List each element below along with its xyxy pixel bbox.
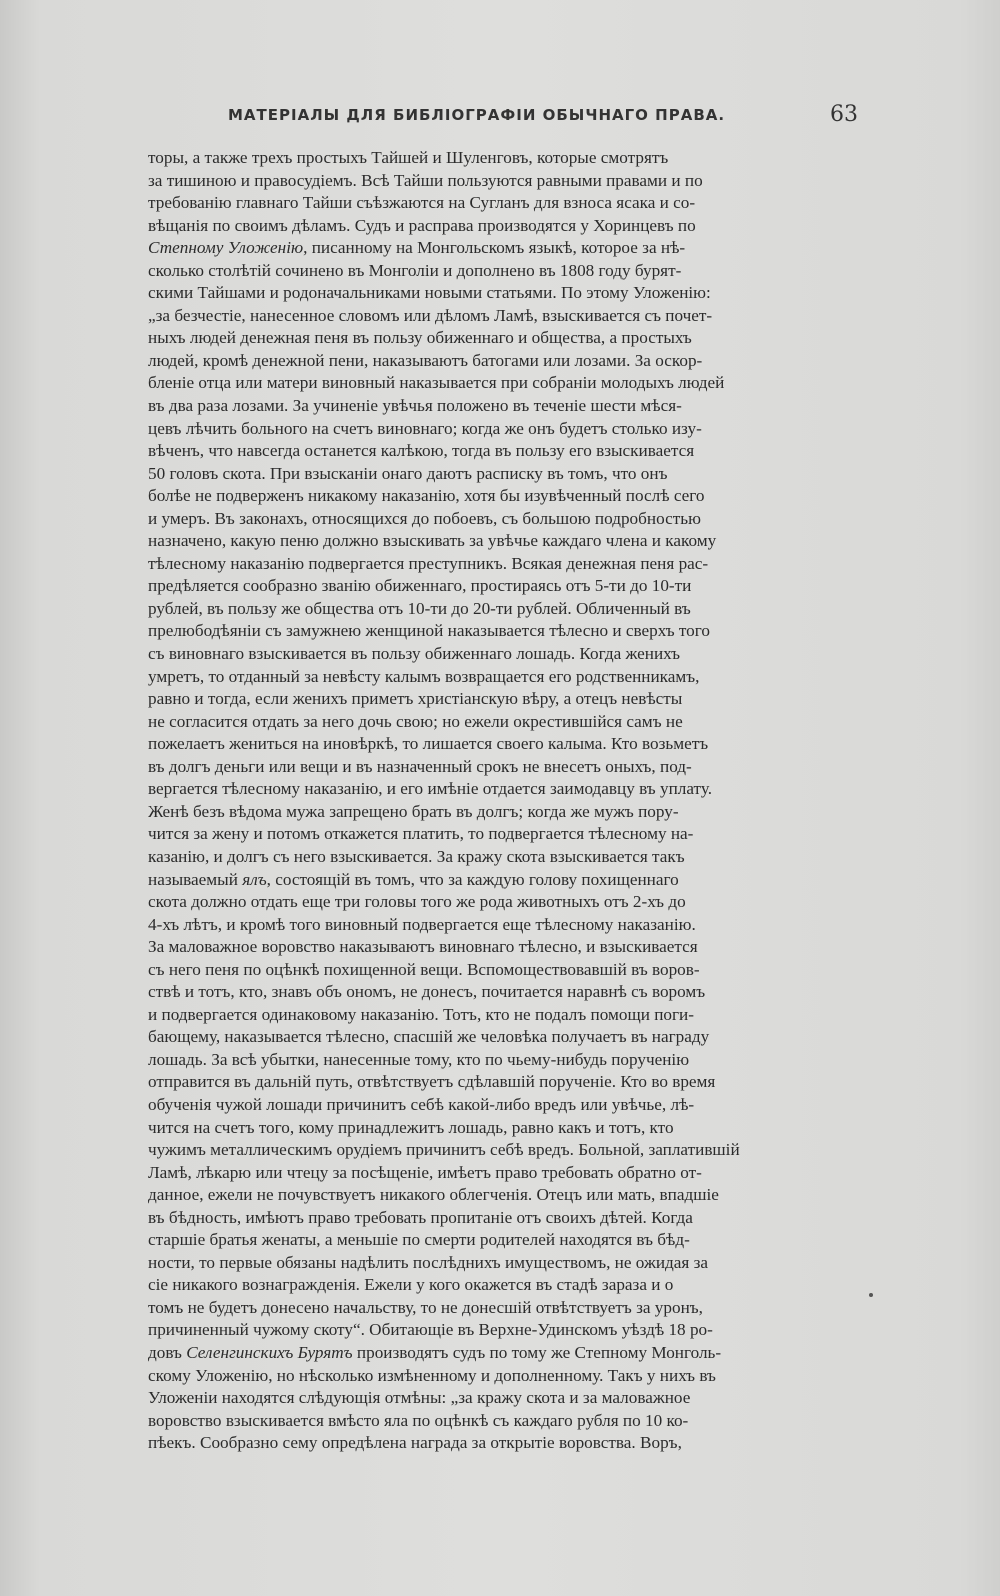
- text-run: и умеръ. Въ законахъ, относящихся до побоевъ, съ большою подробностью: [148, 508, 701, 528]
- text-run: пѣекъ. Сообразно сему опредѣлена награда за открытіе воровства. Воръ,: [148, 1433, 682, 1453]
- text-run: умретъ, то отданный за невѣсту калымъ возвращается его родственникамъ,: [148, 666, 700, 686]
- text-line: [148, 418, 850, 441]
- text-run: вѣщанія по своимъ дѣламъ. Судъ и расправа производятся у Хоринцевъ по: [148, 215, 696, 235]
- text-line: [148, 1387, 850, 1410]
- text-run: воровство взыскивается вмѣсто яла по оцѣнкѣ съ каждаго рубля по 10 ко-: [148, 1410, 689, 1430]
- text-run: въ долгъ деньги или вещи и въ назначенный срокъ не внесетъ оныхъ, под-: [148, 756, 692, 776]
- text-run: бающему, наказывается тѣлесно, спасшій же человѣка получаетъ въ награду: [148, 1027, 710, 1047]
- text-run: сіе никакого вознагражденія. Ежели у кого окажется въ стадѣ зараза и о: [148, 1275, 674, 1295]
- text-line: [148, 688, 850, 711]
- text-line: [148, 1319, 850, 1342]
- text-run: обученія чужой лошади причинитъ себѣ какой-либо вредъ или увѣчье, лѣ-: [148, 1094, 695, 1114]
- text-line: [148, 553, 850, 576]
- text-run: въ бѣдность, имѣютъ право требовать пропитаніе отъ своихъ дѣтей. Когда: [148, 1207, 693, 1227]
- text-line: [148, 959, 850, 982]
- text-line: [148, 1117, 850, 1140]
- text-run: данное, ежели не почувствуетъ никакого облегченія. Отецъ или мать, впадшіе: [148, 1185, 719, 1205]
- text-run: 4-хъ лѣтъ, и кромѣ того виновный подвергается еще тѣлесному наказанію.: [148, 914, 696, 934]
- text-line: [148, 1207, 850, 1230]
- text-run: съ виновнаго взыскивается въ пользу обиженнаго лошадь. Когда женихъ: [148, 644, 680, 664]
- text-run: чится на счетъ того, кому принадлежитъ лошадь, равно какъ и тотъ, кто: [148, 1117, 674, 1137]
- text-line: [148, 1139, 850, 1162]
- text-run: ности, то первые обязаны надѣлить послѣднихъ имуществомъ, не ожидая за: [148, 1252, 709, 1272]
- text-line: [148, 305, 850, 328]
- text-run: Женѣ безъ вѣдома мужа запрещено брать въ долгъ; когда же мужъ пору-: [148, 801, 679, 821]
- text-run: пожелаетъ жениться на иновѣркѣ, то лишается своего калыма. Кто возьметъ: [148, 734, 709, 754]
- text-run: равно и тогда, если женихъ приметъ христіанскую вѣру, а отецъ невѣсты: [148, 689, 683, 709]
- text-line: [148, 395, 850, 418]
- text-line: [148, 1162, 850, 1185]
- facing-page-bleed: [976, 150, 1000, 1350]
- text-run: болѣе не подверженъ никакому наказанію, хотя бы изувѣченный послѣ сего: [148, 486, 705, 506]
- body-text: [148, 147, 850, 1455]
- text-run: не согласится отдать за него дочь свою; но ежели окрестившійся самъ не: [148, 711, 683, 731]
- text-line: [148, 620, 850, 643]
- text-run: цевъ лѣчить больного на счетъ виновнаго; когда же онъ будетъ столько изу-: [148, 418, 702, 438]
- text-line: [148, 711, 850, 734]
- text-run: производятъ судъ по тому же Степному Монголь-: [352, 1342, 722, 1362]
- text-run: назначено, какую пеню должно взыскивать за увѣчье каждаго члена и какому: [148, 531, 717, 551]
- text-line: [148, 823, 850, 846]
- text-run: сколько столѣтій сочинено въ Монголіи и дополнено въ 1808 году бурят-: [148, 260, 682, 280]
- italic-phrase: Селенгинскихъ Бурятъ: [186, 1342, 353, 1362]
- text-line: [148, 733, 850, 756]
- text-line: [148, 1297, 850, 1320]
- text-line: [148, 1026, 850, 1049]
- text-line: [148, 237, 850, 260]
- text-line: [148, 327, 850, 350]
- text-line: [148, 575, 850, 598]
- text-line: [148, 508, 850, 531]
- text-line: [148, 1049, 850, 1072]
- text-run: скому Уложенію, но нѣсколько измѣненному и дополненному. Такъ у нихъ въ: [148, 1365, 716, 1385]
- text-line: [148, 463, 850, 486]
- text-line: [148, 1252, 850, 1275]
- text-run: рублей, въ пользу же общества отъ 10-ти до 20-ти рублей. Обличенный въ: [148, 598, 691, 618]
- text-run: томъ не будетъ донесено начальству, то не донесшій отвѣтствуетъ за уронъ,: [148, 1297, 703, 1317]
- text-line: [148, 282, 850, 305]
- text-run: вергается тѣлесному наказанію, и его имѣніе отдается заимодавцу въ уплату.: [148, 779, 712, 799]
- text-line: [148, 485, 850, 508]
- text-run: людей, кромѣ денежной пени, наказываютъ батогами или лозами. За оскор-: [148, 350, 703, 370]
- text-line: [148, 1071, 850, 1094]
- text-run: вѣченъ, что навсегда останется калѣкою, тогда въ пользу его взыскивается: [148, 441, 695, 461]
- text-run: въ два раза лозами. За учиненіе увѣчья положено въ теченіе шести мѣся-: [148, 396, 682, 416]
- text-run: за тишиною и правосудіемъ. Всѣ Тайши пользуются равными правами и по: [148, 170, 703, 190]
- text-run: предѣляется сообразно званію обиженнаго, простираясь отъ 5-ти до 10-ти: [148, 576, 692, 596]
- text-line: [148, 1004, 850, 1027]
- text-line: [148, 215, 850, 238]
- text-line: [148, 1365, 850, 1388]
- text-run: тѣлесному наказанію подвергается преступникъ. Всякая денежная пеня рас-: [148, 553, 709, 573]
- text-run: чится за жену и потомъ откажется платить, то подвергается тѣлесному на-: [148, 824, 694, 844]
- text-run: старшіе братья женаты, а меньшіе по смерти родителей находятся въ бѣд-: [148, 1230, 690, 1250]
- text-line: [148, 260, 850, 283]
- text-line: [148, 350, 850, 373]
- text-run: За маловажное воровство наказываютъ виновнаго тѣлесно, и взыскивается: [148, 937, 698, 957]
- running-title: МАТЕРІАЛЫ ДЛЯ БИБЛІОГРАФІИ ОБЫЧНАГО ПРАВА.: [228, 106, 726, 124]
- text-line: [148, 643, 850, 666]
- text-line: [148, 192, 850, 215]
- text-run: ствѣ и тотъ, кто, знавъ объ ономъ, не донесъ, почитается наравнѣ съ воромъ: [148, 982, 706, 1002]
- text-run: Уложеніи находятся слѣдующія отмѣны: „за кражу скота и за маловажное: [148, 1388, 691, 1408]
- text-line: [148, 756, 850, 779]
- text-line: [148, 846, 850, 869]
- text-line: [148, 1229, 850, 1252]
- page-header: [228, 102, 858, 132]
- text-run: лошадь. За всѣ убытки, нанесенные тому, кто по чьему-нибудь порученію: [148, 1049, 690, 1069]
- text-line: [148, 778, 850, 801]
- text-run: ныхъ людей денежная пеня въ пользу обиженнаго и общества, а простыхъ: [148, 328, 692, 348]
- text-run: казанію, и долгъ съ него взыскивается. За кражу скота взыскивается такъ: [148, 846, 685, 866]
- text-line: [148, 530, 850, 553]
- text-run: торы, а также трехъ простыхъ Тайшей и Шуленговъ, которые смотрятъ: [148, 148, 669, 167]
- text-run: требованію главнаго Тайши съѣзжаются на Сугланъ для взноса ясака и со-: [148, 193, 696, 213]
- text-run: , состоящій въ томъ, что за каждую голову похищеннаго: [266, 869, 679, 889]
- text-run: 50 головъ скота. При взысканіи онаго даютъ расписку въ томъ, что онъ: [148, 463, 668, 483]
- page-number: 63: [830, 102, 858, 127]
- text-run: скими Тайшами и родоначальниками новыми статьями. По этому Уложенію:: [148, 283, 711, 303]
- text-run: и подвергается одинаковому наказанію. Тотъ, кто не подалъ помощи поги-: [148, 1004, 694, 1024]
- text-line: [148, 598, 850, 621]
- text-run: скота должно отдать еще три головы того же рода животныхъ отъ 2-хъ до: [148, 892, 686, 912]
- text-line: [148, 936, 850, 959]
- print-speck: [869, 1293, 873, 1297]
- text-run: бленіе отца или матери виновный наказывается при собраніи молодыхъ людей: [148, 373, 725, 393]
- text-line: [148, 170, 850, 193]
- text-run: отправится въ дальній путь, отвѣтствуетъ сдѣлавшій порученіе. Кто во время: [148, 1072, 716, 1092]
- text-line: [148, 666, 850, 689]
- italic-phrase: Степному Уложенію: [148, 238, 304, 258]
- text-run: , писанному на Монгольскомъ языкѣ, которое за нѣ-: [303, 238, 686, 258]
- text-line: [148, 1342, 850, 1365]
- text-line: [148, 869, 850, 892]
- text-run: Ламѣ, лѣкарю или чтецу за посѣщеніе, имѣетъ право требовать обратно от-: [148, 1162, 702, 1182]
- text-run: „за безчестіе, нанесенное словомъ или дѣломъ Ламѣ, взыскивается съ почет-: [148, 305, 713, 325]
- text-line: [148, 801, 850, 824]
- text-line: [148, 1410, 850, 1433]
- text-line: [148, 981, 850, 1004]
- text-line: [148, 372, 850, 395]
- text-run: довъ: [148, 1342, 187, 1362]
- text-line: [148, 914, 850, 937]
- text-line: [148, 1432, 850, 1455]
- text-run: съ него пеня по оцѣнкѣ похищенной вещи. Вспомоществовавшій въ воров-: [148, 959, 700, 979]
- text-line: [148, 440, 850, 463]
- italic-phrase: ялъ: [242, 869, 267, 889]
- text-line: [148, 891, 850, 914]
- text-line: [148, 1184, 850, 1207]
- text-line: [148, 1094, 850, 1117]
- text-line: [148, 1274, 850, 1297]
- text-run: причиненный чужому скоту“. Обитающіе въ Верхне-Удинскомъ уѣздѣ 18 ро-: [148, 1320, 713, 1340]
- text-run: называемый: [148, 869, 243, 889]
- text-run: чужимъ металлическимъ орудіемъ причинитъ себѣ вредъ. Больной, заплатившій: [148, 1140, 740, 1160]
- text-run: прелюбодѣяніи съ замужнею женщиной наказывается тѣлесно и сверхъ того: [148, 621, 710, 641]
- text-line: [148, 147, 850, 170]
